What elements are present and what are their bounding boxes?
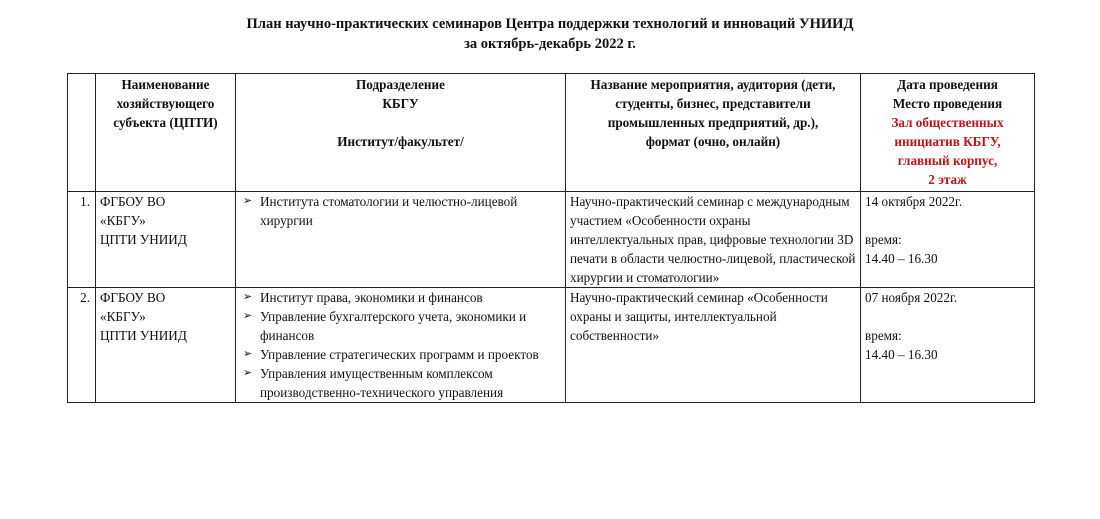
arrow-bullet-icon: ➢ xyxy=(243,310,253,322)
header-date-line: Дата проведения xyxy=(897,77,998,92)
header-subject-line: хозяйствующего xyxy=(116,96,215,111)
row-number: 1. xyxy=(68,192,96,288)
header-division xyxy=(236,74,566,192)
header-subject xyxy=(96,74,236,192)
header-event-line: промышленных предприятий, др.), xyxy=(607,115,819,130)
list-item xyxy=(240,192,561,230)
header-event-line: формат (очно, онлайн) xyxy=(645,134,781,149)
division-text: Управления имущественным комплексом производственно-технического управления xyxy=(260,366,504,400)
event-time: 14.40 – 16.30 xyxy=(865,251,938,266)
row-event: Научно-практический семинар «Особенности охраны и защиты, интеллектуальной собственности» xyxy=(566,288,861,403)
header-division-line: КБГУ xyxy=(382,96,419,111)
subject-line: ЦПТИ УНИИД xyxy=(100,232,187,247)
arrow-bullet-icon: ➢ xyxy=(243,291,253,303)
arrow-bullet-icon: ➢ xyxy=(243,195,253,207)
arrow-bullet-icon: ➢ xyxy=(243,367,253,379)
list-item xyxy=(240,307,561,345)
subject-line: ФГБОУ ВО xyxy=(100,290,166,305)
header-event-line: студенты, бизнес, представители xyxy=(615,96,811,111)
header-number xyxy=(68,74,96,192)
row-event: Научно-практический семинар с международным участием «Особенности охраны интеллектуальных прав, цифровые технологии 3D печати в области челюстно-лицевой, пластической хирургии и стоматологии» xyxy=(566,192,861,288)
event-time: 14.40 – 16.30 xyxy=(865,347,938,362)
header-division-line: Институт/факультет/ xyxy=(337,134,464,149)
table-row xyxy=(68,192,1035,288)
list-item xyxy=(240,345,561,364)
header-place-highlight: главный корпус, xyxy=(897,153,998,168)
row-number: 2. xyxy=(68,288,96,403)
event-date: 07 ноября 2022г. xyxy=(865,290,958,305)
header-event xyxy=(566,74,861,192)
header-place-highlight: инициатив КБГУ, xyxy=(894,134,1001,149)
seminar-plan-table xyxy=(67,73,1035,403)
header-event-line: Название мероприятия, аудитория (дети, xyxy=(590,77,836,92)
header-place-highlight: Зал общественных xyxy=(891,115,1004,130)
division-text: Институт права, экономики и финансов xyxy=(260,290,483,305)
time-label: время: xyxy=(865,232,902,247)
list-item xyxy=(240,364,561,402)
table-row xyxy=(68,288,1035,403)
list-item xyxy=(240,288,561,307)
event-date: 14 октября 2022г. xyxy=(865,194,963,209)
document-title xyxy=(0,14,1100,54)
arrow-bullet-icon: ➢ xyxy=(243,348,253,360)
row-divisions xyxy=(236,288,566,403)
title-line-2: за октябрь-декабрь 2022 г. xyxy=(464,36,636,52)
division-text: Управление бухгалтерского учета, экономики и финансов xyxy=(260,309,527,343)
header-subject-line: Наименование xyxy=(121,77,210,92)
subject-line: «КБГУ» xyxy=(100,213,146,228)
subject-line: ЦПТИ УНИИД xyxy=(100,328,187,343)
subject-line: ФГБОУ ВО xyxy=(100,194,166,209)
header-date-place xyxy=(861,74,1035,192)
row-subject xyxy=(96,192,236,288)
row-date xyxy=(861,192,1035,288)
title-line-1: План научно-практических семинаров Центра поддержки технологий и инноваций УНИИД xyxy=(246,16,854,32)
row-date xyxy=(861,288,1035,403)
header-place-highlight: 2 этаж xyxy=(928,172,967,187)
table-header-row xyxy=(68,74,1035,192)
subject-line: «КБГУ» xyxy=(100,309,146,324)
row-divisions xyxy=(236,192,566,288)
time-label: время: xyxy=(865,328,902,343)
header-division-line: Подразделение xyxy=(356,77,445,92)
header-subject-line: субъекта (ЦПТИ) xyxy=(113,115,218,130)
division-text: Института стоматологии и челюстно-лицевой хирургии xyxy=(260,194,518,228)
header-place-line: Место проведения xyxy=(892,96,1003,111)
row-subject xyxy=(96,288,236,403)
division-text: Управление стратегических программ и проектов xyxy=(260,347,539,362)
